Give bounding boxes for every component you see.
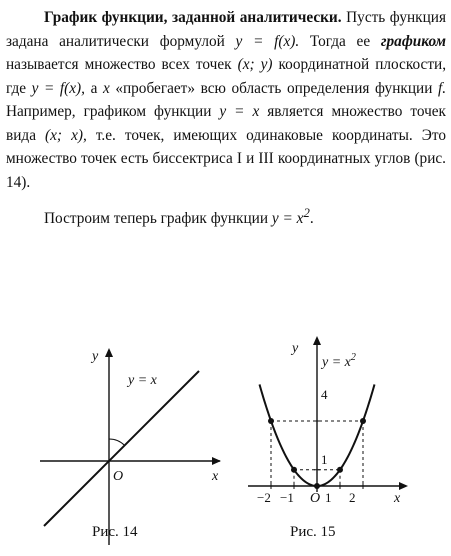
formula: y = x	[271, 210, 304, 228]
curve-point	[360, 418, 366, 424]
formula: y = f(x).	[235, 32, 300, 50]
formula-exponent: 2	[303, 206, 310, 220]
text-run: Тогда ее	[309, 32, 371, 50]
figure-14	[30, 340, 230, 550]
formula: y = f(x),	[31, 79, 85, 97]
text-run: Пусть функция задана аналитически формулой	[6, 9, 447, 50]
x-axis-label: x	[394, 491, 401, 506]
x-axis-label: x	[212, 469, 219, 484]
x-tick-label: −2	[257, 490, 271, 505]
curve-point	[291, 467, 297, 473]
formula: (x; x),	[45, 126, 87, 144]
text-run: Построим теперь график функции	[44, 210, 269, 228]
formula: y = x	[219, 103, 260, 120]
origin-label: O	[310, 491, 321, 506]
paragraph-1	[6, 6, 446, 194]
curve-label: y = x	[128, 373, 157, 388]
y-axis-arrow	[313, 336, 321, 345]
y-tick-label: 1	[321, 452, 328, 467]
curve-point	[337, 467, 343, 473]
text-run: называется множество всех точек	[6, 56, 232, 73]
line-y-equals-x	[44, 371, 199, 526]
x-axis-arrow	[212, 457, 221, 465]
x-tick-label: −1	[280, 490, 294, 505]
paragraph-2	[6, 202, 446, 231]
y-axis-arrow	[105, 348, 113, 357]
formula: f.	[437, 79, 447, 97]
curve-point	[314, 483, 320, 489]
text-run: Например, графиком функции	[6, 103, 212, 120]
x-tick-label: 2	[349, 490, 356, 505]
y-axis-label: y	[92, 349, 99, 364]
text-run: т.е. точек, имеющих одинаковые координаты. Это множество точек есть биссектриса I и III координатных углов (рис. 14).	[6, 126, 446, 191]
x-tick-label: 1	[325, 490, 332, 505]
formula: (x; y)	[237, 56, 273, 73]
text-block	[6, 6, 446, 231]
text-run: а	[90, 79, 98, 97]
figure-15	[238, 326, 438, 552]
figure-14-caption: Рис. 14	[92, 524, 138, 540]
curve-point	[268, 418, 274, 424]
figure-15-caption: Рис. 15	[290, 524, 336, 540]
text-run: координатной плоскости, где	[6, 56, 447, 97]
tick-labels	[257, 387, 356, 505]
formula: x	[102, 79, 110, 97]
y-axis-label: y	[292, 341, 299, 356]
text-run: .	[309, 210, 314, 228]
text-run: «пробегает» всю область определения функции	[115, 79, 433, 97]
section-heading: График функции, заданной аналитически.	[44, 9, 342, 26]
angle-arc	[109, 439, 125, 445]
origin-label: O	[113, 469, 124, 484]
y-tick-label: 4	[321, 387, 328, 402]
curve-label: $y = x^2$	[322, 352, 356, 370]
text-run: является множество точек вида	[6, 103, 446, 144]
x-axis-arrow	[399, 482, 408, 490]
defined-term: графиком	[380, 32, 446, 50]
